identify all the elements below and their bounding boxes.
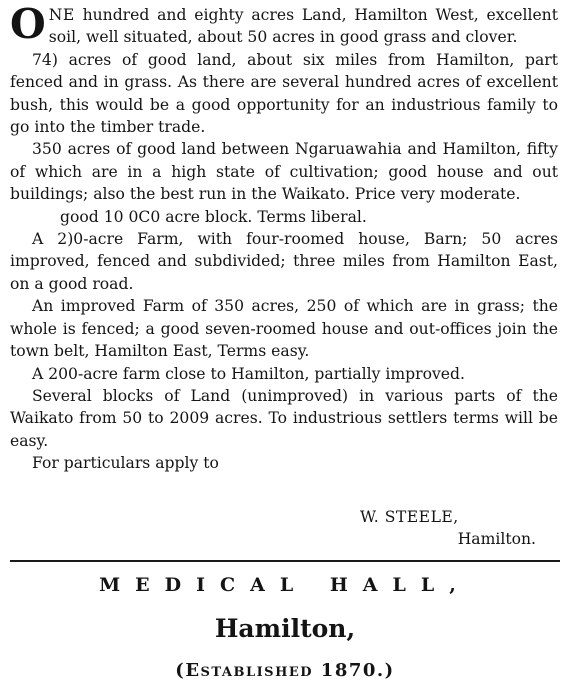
signature-name: W. STEELE, xyxy=(360,508,459,526)
medical-hall-title: MEDICAL HALL, xyxy=(99,574,471,596)
ad-paragraph-4: good 10 0C0 acre block. Terms liberal. xyxy=(60,207,367,226)
ad-paragraph-3: 350 acres of good land between Ngaruawahia and Hamilton, fifty of which are in a high state of cultivation; good house and out buildings; also the best run in the Waikato. Price very moderate. xyxy=(10,140,558,204)
ad-paragraph-8: Several blocks of Land (unimproved) in various parts of the Waikato from 50 to 2009 acres. To industrious settlers terms will be easy. xyxy=(10,386,558,450)
section-divider xyxy=(10,560,560,562)
signature-place: Hamilton. xyxy=(457,530,536,548)
ad-paragraph-1 xyxy=(10,0,558,49)
advertiser-signature xyxy=(360,506,550,550)
medical-hall-established: (Established 1870.) xyxy=(175,660,395,681)
drop-cap: O xyxy=(10,0,46,48)
land-advertisement xyxy=(10,0,558,475)
ad-paragraph-9: For particulars apply to xyxy=(32,454,219,473)
lead-word: NE xyxy=(48,6,75,24)
ad-paragraph-2: 74) acres of good land, about six miles from Hamilton, part fenced and in grass. As there are several hundred acres of excellent bush, this would be a good opportunity for an industrious family to go into the timber trade. xyxy=(10,50,558,137)
ad-paragraph-7: A 200-acre farm close to Hamilton, partially improved. xyxy=(32,364,465,383)
ad-paragraph-6: An improved Farm of 350 acres, 250 of which are in grass; the whole is fenced; a good seven-roomed house and out-offices join the town belt, Hamilton East, Terms easy. xyxy=(10,297,558,361)
ad-paragraph-1-text: hundred and eighty acres Land, Hamilton West, excellent soil, well situated, about 50 acres in good grass and clover. xyxy=(48,6,558,47)
ad-paragraph-5: A 2)0-acre Farm, with four-roomed house, Barn; 50 acres improved, fenced and subdivided; three miles from Hamilton East, on a good road. xyxy=(10,230,558,293)
medical-hall-place: Hamilton, xyxy=(214,614,356,643)
